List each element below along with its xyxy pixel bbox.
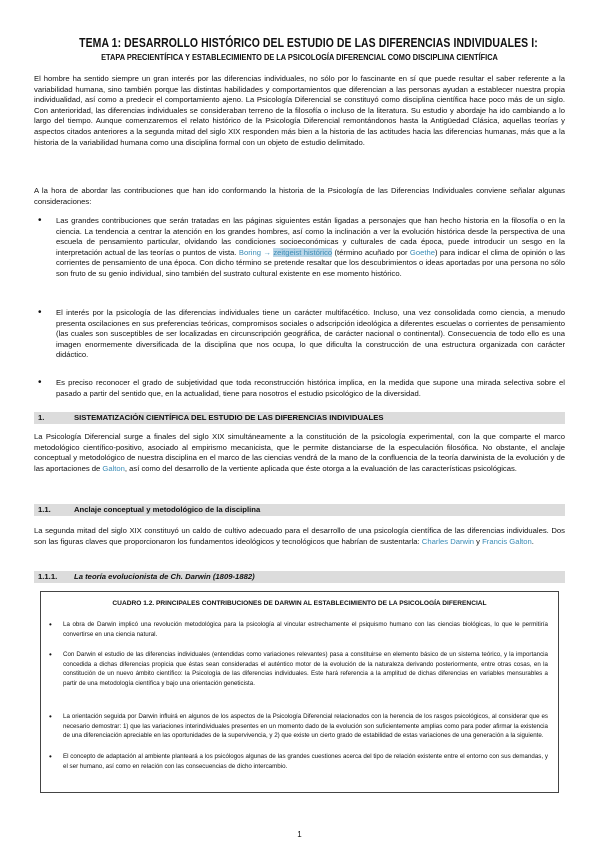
section-number: 1.1.: [38, 505, 51, 514]
paragraph-text: La segunda mitad del siglo XIX constituyó un caldo de cultivo adecuado para el desarrollo de una psicología científica de las diferencias individuales. Dos son las figuras claves que proporcionaron los fundamentos ideológicos y tecnológicos que habrían de sustentarla:: [34, 526, 565, 546]
paragraph-text: La Psicología Diferencial surge a finales del siglo XIX simultáneamente a la constitución de la psicología experimental, con la que comparte el marco metodológico científico-positivo, asociado al empirismo mecanicista, que le permite distanciarse de la especulación filosófica. No obstante, el anclaje conceptual y metodológico de nuestra disciplina en el marco de las ciencias vendrá de la mano de la confluencia de la teoría darwinista de la evolución y de las aportaciones de: [34, 432, 565, 473]
document-header: [34, 36, 565, 62]
galton-link[interactable]: Francis Galton: [482, 536, 532, 546]
subsubsection-heading: [34, 571, 565, 583]
section-title: SISTEMATIZACIÓN CIENTÍFICA DEL ESTUDIO DE LAS DIFERENCIAS INDIVIDUALES: [74, 413, 384, 422]
box-list-item: • El concepto de adaptación al ambiente planteará a los psicólogos algunas de las grandes cuestiones acerca del tipo de relación existente entre el entorno con sus demandas, y el ser humano, así como en relación con las consecuencias de dicho intercambio.: [63, 752, 548, 771]
section-heading: [34, 412, 565, 424]
intro-paragraph: El hombre ha sentido siempre un gran interés por las diferencias individuales, no sólo por lo fascinante en sí que puede resultar el saber referente a la variabilidad humana, sino también porque las distintas habilidades y comportamientos que diferencian a las personas ayudan a establecer nuestra propia individualidad, así como a predecir el comportamiento ajeno. La Psicología Diferencial se constituyó como disciplina científica hace poco más de un siglo. Con anterioridad, las diferencias individuales se consideraban terreno de la filosofía o incluso de la literatura. Su estudio y abordaje ha ido cambiando a lo largo del tiempo. Aunque comenzaremos el relato histórico de la Psicología Diferencial remontándonos hasta la Antigüedad Clásica, aquellas teorías y aspectos citados anteriores a la segunda mitad del siglo XIX responden más bien a la historia de las actitudes hacia las diferencias humanas, más que a la historia de la variabilidad humana como una disciplina formal con un objeto de estudio delimitado.: [34, 74, 565, 147]
section-title: Anclaje conceptual y metodológico de la disciplina: [74, 505, 261, 514]
subsection-paragraph: [34, 526, 565, 547]
page-number: 1: [297, 830, 302, 839]
zeitgeist-link[interactable]: zeitgeist histórico: [273, 247, 333, 257]
section-number: 1.: [38, 413, 45, 422]
box-list-item: • Con Darwin el estudio de las diferencias individuales (entendidas como variaciones relevantes) pasa a constituirse en elemento básico de un sistema teórico, y la importancia concedida a dichas diferencias propicia que éstas sean consideradas el auténtico motor de la evolución de la naturaleza derivando posteriormente, entre otras cosas, en la constitución de un nuevo ámbito científico: la Psicología de las diferencias individuales. Este hará referencia a la amplitud de dichas diferencias en variables mensurables a partir de una metodología científica y bajo una orientación geneticista.: [63, 650, 548, 688]
goethe-link[interactable]: Goethe: [409, 247, 435, 257]
paragraph-text: y: [476, 536, 480, 546]
subsection-heading: [34, 504, 565, 516]
galton-link[interactable]: Galton: [102, 463, 125, 473]
section-paragraph: [34, 432, 565, 474]
box-title: CUADRO 1.2. PRINCIPALES CONTRIBUCIONES DE DARWIN AL ESTABLECIMIENTO DE LA PSICOLOGÍA DIFERENCIAL: [112, 600, 487, 607]
darwin-contributions-box: [40, 591, 559, 793]
list-item-text: (término acuñado por: [334, 247, 408, 257]
boring-link[interactable]: Boring →: [238, 247, 271, 257]
paragraph-text: , así como del desarrollo de la vertiente aplicada que éste otorga a la evaluación de las características psicológicas.: [124, 463, 517, 473]
page-subtitle: ETAPA PRECIENTÍFICA Y ESTABLECIMIENTO DE LA PSICOLOGÍA DIFERENCIAL COMO DISCIPLINA CIENTÍFICA: [101, 52, 498, 62]
list-item-text: ) para indicar el clima de opinión o las corrientes de pensamiento de una época. Con dicho término se pretende resaltar que los descubrimientos o ideas aportadas por una persona no sólo son fruto de su genio individual, sino también del sustrato cultural existente en ese momento histórico.: [56, 247, 565, 278]
box-list-item: • La orientación seguida por Darwin influirá en algunos de los aspectos de la Psicología Diferencial relacionados con la herencia de los rasgos psicológicos, al considerar que es necesario demostrar: 1) que las variaciones interindividuales presentes en un momento dado de la evolución son suficientemente amplias como para poder afirmar la existencia de una diferenciación apreciable en las oportunidades de la supervivencia, y 2) que existe un cierto grado de estabilidad de estas variaciones de una generación a la siguiente.: [63, 712, 548, 741]
page-title: TEMA 1: DESARROLLO HISTÓRICO DEL ESTUDIO DE LAS DIFERENCIAS INDIVIDUALES I:: [79, 36, 538, 50]
box-list-item: • La obra de Darwin implicó una revolución metodológica para la psicología al vincular estrechamente el psiquismo humano con las ciencias biológicas, lo que le permitiría convertirse en una ciencia natural.: [63, 620, 548, 639]
section-number: 1.1.1.: [38, 572, 58, 581]
section-title: La teoría evolucionista de Ch. Darwin (1809-1882): [74, 572, 255, 581]
considerations-paragraph: A la hora de abordar las contribuciones que han ido conformando la historia de la Psicología de las Diferencias Individuales conviene señalar algunas consideraciones:: [34, 186, 565, 206]
paragraph-text: .: [531, 536, 534, 546]
list-item: • El interés por la psicología de las diferencias individuales tiene un carácter multifacético. Incluso, una vez consolidada como ciencia, a menudo presenta oscilaciones en sus preferencias teóricas, compromisos sociales o adscripción ideológica a diferentes escuelas o corrientes de pensamiento (las cuales son susceptibles de ser localizadas en circunscripción geográfica, de carácter nacional o continental). Consecuencia de todo ello es una imagen enormemente diversificada de la disciplina que nos ocupa, lo que dificulta la construcción de una estructura organizada con carácter didáctico.: [56, 308, 565, 361]
list-item: [56, 216, 565, 280]
darwin-link[interactable]: Charles Darwin: [421, 536, 475, 546]
list-item: • Es preciso reconocer el grado de subjetividad que toda reconstrucción histórica implica, en la medida que supone una mirada selectiva sobre el pasado a partir del sentido que, en la actualidad, tiene para nosotros el estudio psicológico de la diversidad.: [56, 378, 565, 399]
list-item-text: Las grandes contribuciones que serán tratadas en las páginas siguientes están ligadas a personajes que han hecho historia en la filosofía o en la ciencia. La tendencia a centrar la atención en los grandes hombres, así como la inclinación a ver la evolución histórica desde la perspectiva de una escuela de pensamiento particular, olvidando las condiciones socioeconómicas y culturales de cada época, puede introducir un sesgo en la interpretación actual de las teorías o puntos de vista.: [56, 216, 565, 257]
